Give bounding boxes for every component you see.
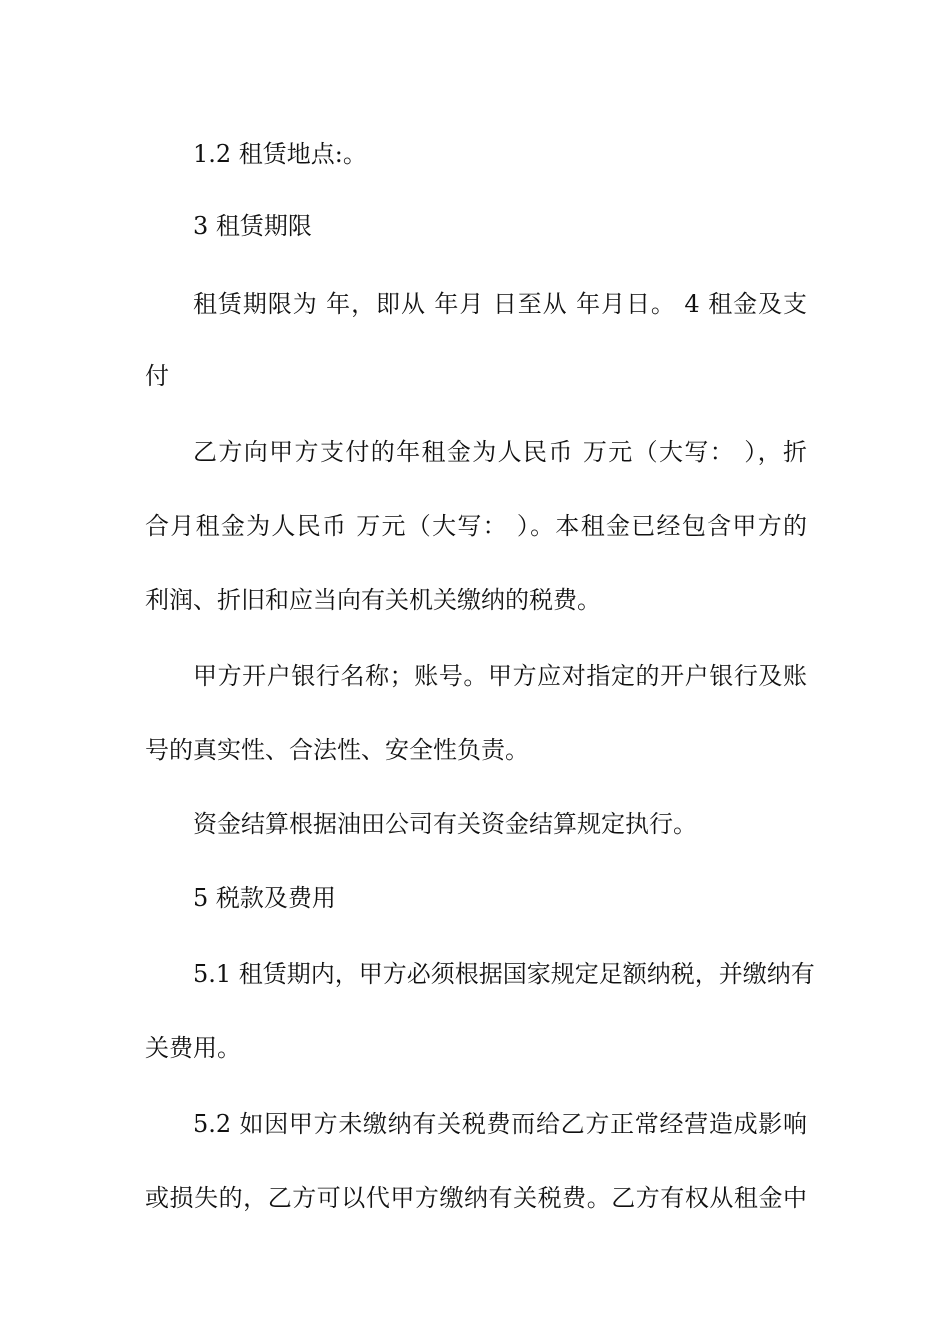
clause-5-2-line-1: 5.2 如因甲方未缴纳有关税费而给乙方正常经营造成影响 — [193, 1110, 807, 1138]
clause-5-1-line-1: 5.1 租赁期内，甲方必须根据国家规定足额纳税，并缴纳有 — [193, 960, 815, 988]
heading-5-taxes-and-fees: 5 税款及费用 — [193, 884, 336, 912]
paragraph-bank-line-1: 甲方开户银行名称；账号。甲方应对指定的开户银行及账 — [193, 662, 807, 690]
clause-1-2-location: 1.2 租赁地点:。 — [193, 140, 367, 168]
paragraph-lease-term-line-2: 付 — [145, 362, 169, 390]
paragraph-rent-line-2: 合月租金为人民币 万元（大写： ）。本租金已经包含甲方的 — [145, 512, 807, 540]
paragraph-rent-line-3: 利润、折旧和应当向有关机关缴纳的税费。 — [145, 586, 601, 614]
clause-5-2-line-2: 或损失的，乙方可以代甲方缴纳有关税费。乙方有权从租金中 — [145, 1184, 807, 1212]
paragraph-lease-term-line-1: 租赁期限为 年，即从 年月 日至从 年月日。 4 租金及支 — [193, 290, 807, 318]
paragraph-bank-line-2: 号的真实性、合法性、安全性负责。 — [145, 736, 529, 764]
paragraph-rent-line-1: 乙方向甲方支付的年租金为人民币 万元（大写： ），折 — [193, 438, 807, 466]
paragraph-settlement: 资金结算根据油田公司有关资金结算规定执行。 — [193, 810, 697, 838]
heading-3-lease-term: 3 租赁期限 — [193, 212, 312, 240]
clause-5-1-line-2: 关费用。 — [145, 1034, 241, 1062]
